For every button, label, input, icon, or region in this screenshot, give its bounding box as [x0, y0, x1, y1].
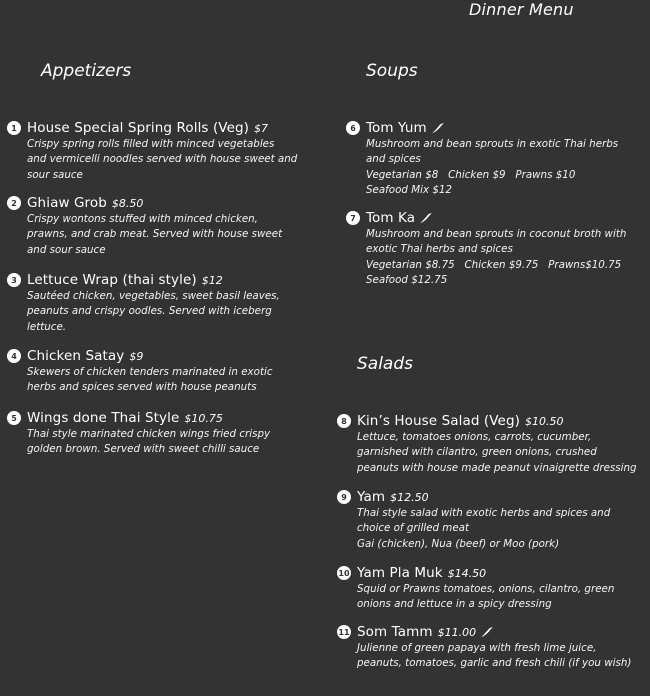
appetizers-heading: Appetizers [41, 61, 132, 81]
item-price: $7 [254, 121, 269, 135]
item-description: Squid or Prawns tomatoes, onions, cilantro, green onions and lettuce in a spicy dressing [357, 583, 615, 611]
soups-heading: Soups [366, 61, 418, 81]
menu-item-5 [7, 410, 270, 458]
menu-item-6 [346, 120, 618, 199]
item-description: Mushroom and bean sprouts in coconut broth with exotic Thai herbs and spices Vegetarian $8.75 Chicken $9.75 Prawns$10.75 Seafood $12.75 [366, 228, 627, 287]
item-price: $11.00 [437, 625, 477, 639]
item-name: Chicken Satay [27, 348, 125, 364]
item-description: Julienne of green papaya with fresh lime juice, peanuts, tomatoes, garlic and fresh chili (if you wish) [357, 642, 632, 670]
menu-item-1 [7, 120, 297, 183]
item-number-badge: 7 [346, 211, 360, 225]
item-number-badge: 2 [7, 196, 21, 210]
item-name: Lettuce Wrap (thai style) [27, 272, 197, 288]
item-name: Ghiaw Grob [27, 195, 107, 211]
menu-item-11 [337, 624, 631, 672]
item-price: $12.50 [390, 490, 429, 504]
item-description: Mushroom and bean sprouts in exotic Thai herbs and spices Vegetarian $8 Chicken $9 Prawns $10 Seafood Mix $12 [366, 138, 619, 197]
chili-icon [431, 122, 445, 134]
item-number-badge: 9 [337, 490, 351, 504]
menu-item-8 [337, 413, 637, 476]
item-number-badge: 6 [346, 121, 360, 135]
item-price: $10.50 [525, 414, 564, 428]
item-name: Kin’s House Salad (Veg) [357, 413, 520, 429]
item-price: $14.50 [447, 566, 487, 580]
chili-icon [480, 626, 494, 638]
item-number-badge: 5 [7, 411, 21, 425]
menu-item-10 [337, 565, 614, 613]
item-number-badge: 3 [7, 273, 21, 287]
page-title: Dinner Menu [469, 0, 574, 19]
menu-item-2 [7, 195, 282, 258]
item-description: Crispy spring rolls filled with minced vegetables and vermicelli noodles served with house sweet and sour sauce [27, 138, 298, 181]
item-name: Yam [357, 489, 386, 505]
item-number-badge: 10 [337, 566, 351, 580]
item-description: Thai style marinated chicken wings fried crispy golden brown. Served with sweet chilli sauce [27, 428, 271, 456]
menu-item-4 [7, 348, 273, 396]
item-number-badge: 11 [337, 625, 351, 639]
menu-item-9 [337, 489, 610, 552]
chili-icon [419, 212, 433, 224]
item-description: Crispy wontons stuffed with minced chicken, prawns, and crab meat. Served with house sweet and sour sauce [27, 213, 283, 256]
item-description: Skewers of chicken tenders marinated in exotic herbs and spices served with house peanuts [27, 366, 273, 394]
item-name: House Special Spring Rolls (Veg) [27, 120, 250, 136]
salads-heading: Salads [357, 354, 413, 374]
item-name: Tom Yum [366, 120, 427, 136]
item-price: $10.75 [184, 411, 223, 425]
item-number-badge: 4 [7, 349, 21, 363]
item-number-badge: 1 [7, 121, 21, 135]
item-name: Som Tamm [357, 624, 433, 640]
menu-item-7 [346, 210, 626, 289]
item-number-badge: 8 [337, 414, 351, 428]
item-description: Lettuce, tomatoes onions, carrots, cucumber, garnished with cilantro, green onions, crushed peanuts with house made peanut vinaigrette dressing [357, 431, 637, 474]
item-price: $8.50 [111, 196, 144, 210]
item-name: Tom Ka [366, 210, 416, 226]
item-description: Thai style salad with exotic herbs and spices and choice of grilled meat Gai (chicken), Nua (beef) or Moo (pork) [357, 507, 611, 550]
menu-item-3 [7, 272, 280, 335]
item-description: Sautéed chicken, vegetables, sweet basil leaves, peanuts and crispy oodles. Served with iceberg lettuce. [27, 290, 280, 333]
item-price: $12 [201, 273, 223, 287]
item-name: Wings done Thai Style [27, 410, 180, 426]
item-price: $9 [129, 349, 144, 363]
item-name: Yam Pla Muk [357, 565, 443, 581]
